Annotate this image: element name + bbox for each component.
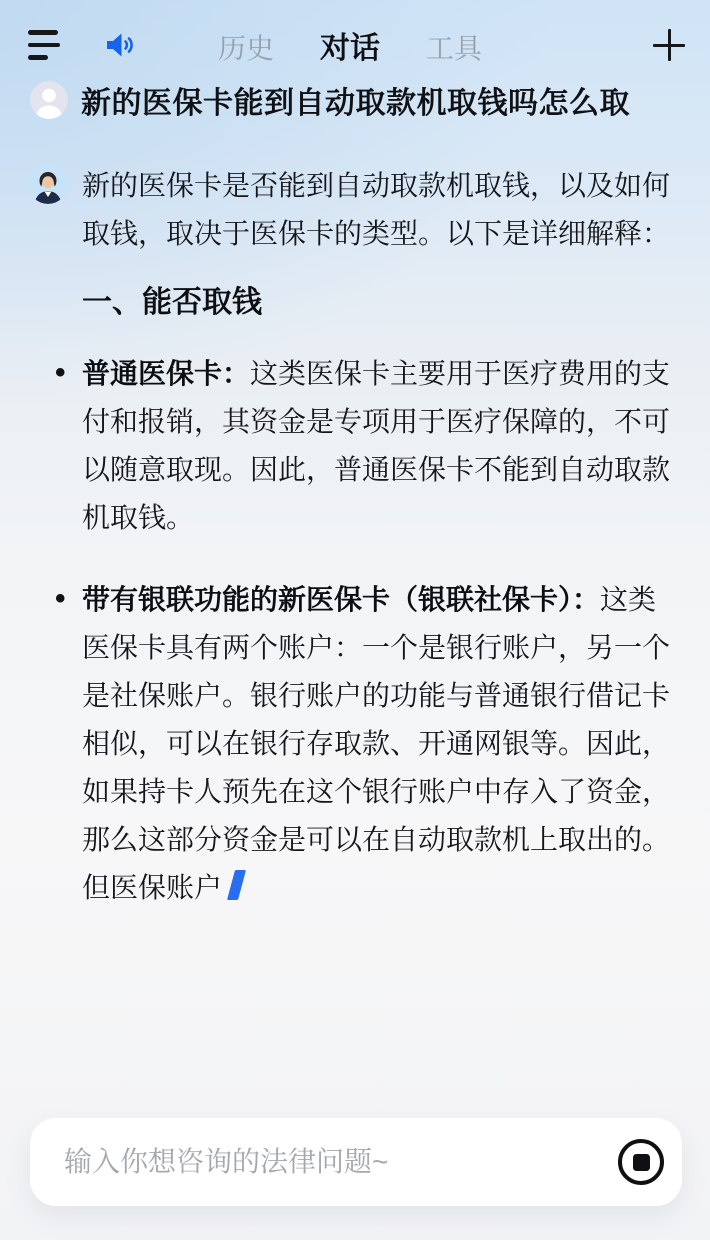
plus-icon[interactable]: [652, 28, 686, 62]
list-item: [55, 350, 674, 542]
bullet-body-text: 这类医保卡主要用于医疗费用的支付和报销，其资金是专项用于医疗保障的，不可以随意取现。因此，普通医保卡不能到自动取款机取钱。: [82, 358, 671, 533]
person-placeholder-icon: [30, 81, 68, 119]
bullet-body-text: 这类医保卡具有两个账户：一个是银行账户，另一个是社保账户。银行账户的功能与普通银行借记卡相似，可以在银行存取款、开通网银等。因此，如果持卡人预先在这个银行账户中存入了资金，那么这部分资金是可以在自动取款机上取出的。但医保账户: [82, 584, 671, 903]
assistant-intro-paragraph: 新的医保卡是否能到自动取款机取钱，以及如何取钱，取决于医保卡的类型。以下是详细解释：: [82, 170, 671, 249]
list-item: [55, 576, 674, 912]
menu-bar-line: [28, 43, 60, 48]
tab-tools[interactable]: 工具: [426, 33, 483, 64]
menu-bar-line: [28, 55, 48, 60]
assistant-photo-avatar: [28, 164, 68, 204]
user-avatar: [30, 81, 68, 119]
tab-history[interactable]: 历史: [218, 33, 275, 64]
bullet-list: [55, 350, 674, 912]
message-composer: [30, 1118, 682, 1206]
menu-bar-line: [28, 30, 58, 35]
assistant-avatar: [28, 164, 68, 204]
stop-generation-button[interactable]: [618, 1139, 664, 1185]
question-input[interactable]: [64, 1146, 618, 1178]
assistant-message-content: [55, 162, 674, 912]
bullet-lead-bold: 普通医保卡：: [82, 358, 251, 389]
stop-icon: [633, 1154, 650, 1171]
hamburger-menu-icon[interactable]: [28, 30, 60, 60]
speaker-volume-icon[interactable]: [102, 27, 138, 63]
user-message-row: [0, 78, 710, 122]
user-message-text: 新的医保卡能到自动取款机取钱吗怎么取: [81, 87, 630, 120]
streaming-cursor: [227, 870, 246, 900]
top-bar: [0, 0, 710, 68]
bullet-marker: •: [55, 356, 66, 389]
tab-conversation[interactable]: 对话: [320, 32, 381, 65]
bullet-lead-bold: 带有银联功能的新医保卡（银联社保卡）：: [82, 584, 601, 615]
section-heading: 一、能否取钱: [82, 286, 262, 319]
speaker-volume-glyph: [103, 28, 137, 62]
bullet-marker: •: [55, 582, 66, 615]
tab-bar: [218, 23, 482, 67]
chat-area: [0, 78, 710, 912]
assistant-message-row: [0, 162, 710, 912]
